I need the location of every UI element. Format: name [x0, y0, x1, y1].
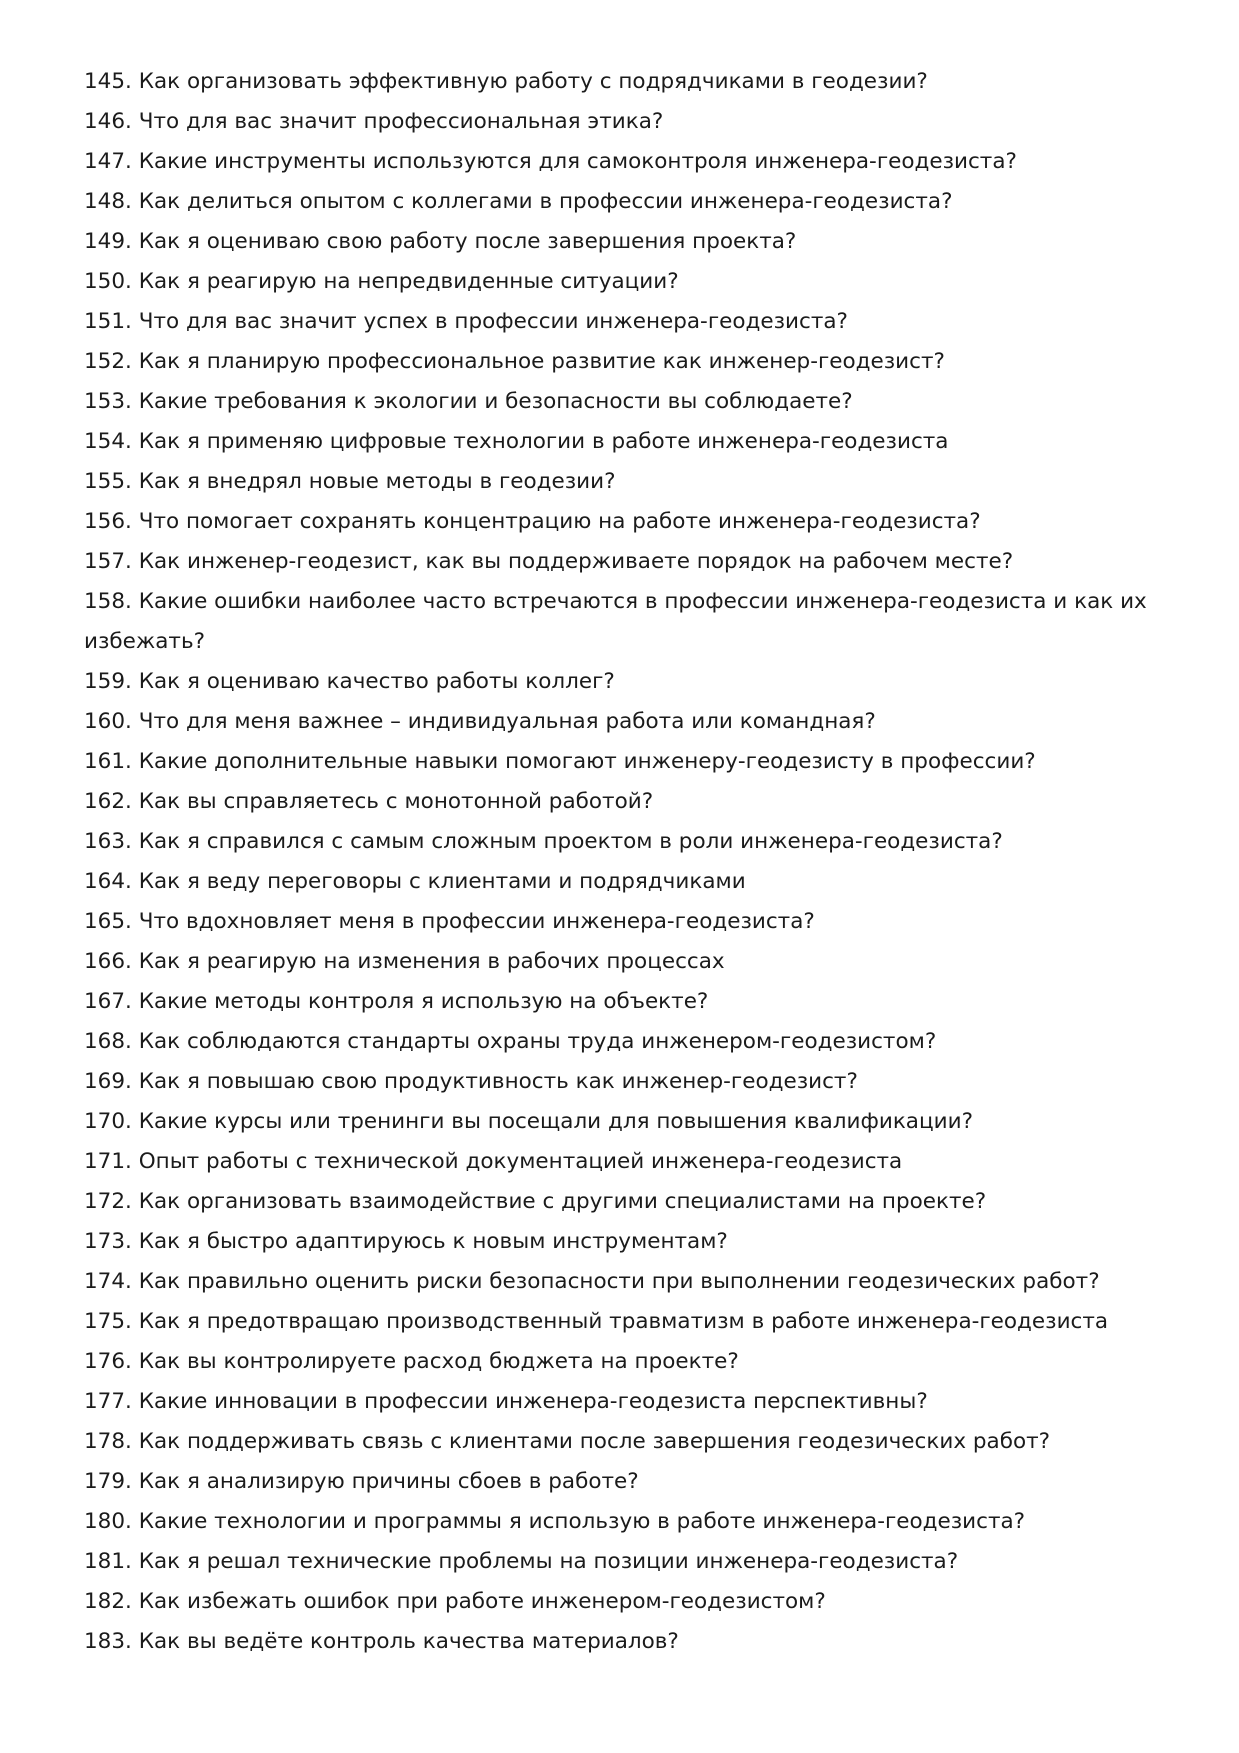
question-text: Какие требования к экологии и безопасности вы соблюдаете? [138, 389, 853, 414]
question-item [84, 1582, 1164, 1622]
question-item [84, 542, 1164, 582]
question-number: 154. [84, 429, 132, 454]
question-number: 179. [84, 1469, 132, 1494]
question-item [84, 1342, 1164, 1382]
question-number: 163. [84, 829, 132, 854]
question-number: 174. [84, 1269, 132, 1294]
question-number: 167. [84, 989, 132, 1014]
question-number: 152. [84, 349, 132, 374]
question-item [84, 382, 1164, 422]
question-text: Какие инновации в профессии инженера-геодезиста перспективны? [138, 1389, 928, 1414]
question-number: 158. [84, 589, 132, 614]
question-item [84, 582, 1164, 662]
question-number: 176. [84, 1349, 132, 1374]
question-text: Опыт работы с технической документацией инженера-геодезиста [138, 1149, 903, 1174]
question-item [84, 102, 1164, 142]
question-item [84, 902, 1164, 942]
question-text: Как избежать ошибок при работе инженером-геодезистом? [138, 1589, 826, 1614]
question-text: Что вдохновляет меня в профессии инженера-геодезиста? [138, 909, 815, 934]
question-item [84, 662, 1164, 702]
question-text: Что для вас значит профессиональная этика? [138, 109, 664, 134]
question-text: Что для вас значит успех в профессии инженера-геодезиста? [138, 309, 848, 334]
question-number: 181. [84, 1549, 132, 1574]
question-number: 147. [84, 149, 132, 174]
question-item [84, 1382, 1164, 1422]
question-text: Как я справился с самым сложным проектом в роли инженера-геодезиста? [138, 829, 1003, 854]
question-text: Как я реагирую на изменения в рабочих процессах [138, 949, 725, 974]
question-text: Какие технологии и программы я использую в работе инженера-геодезиста? [138, 1509, 1026, 1534]
question-item [84, 822, 1164, 862]
question-item [84, 1142, 1164, 1182]
question-item [84, 1022, 1164, 1062]
question-item [84, 702, 1164, 742]
question-number: 159. [84, 669, 132, 694]
question-number: 169. [84, 1069, 132, 1094]
question-number: 170. [84, 1109, 132, 1134]
question-item [84, 1422, 1164, 1462]
question-text: Как я внедрял новые методы в геодезии? [138, 469, 616, 494]
question-number: 166. [84, 949, 132, 974]
question-text: Что помогает сохранять концентрацию на работе инженера-геодезиста? [138, 509, 981, 534]
question-text: Как правильно оценить риски безопасности при выполнении геодезических работ? [138, 1269, 1100, 1294]
question-item [84, 742, 1164, 782]
question-number: 156. [84, 509, 132, 534]
question-text: Какие курсы или тренинги вы посещали для повышения квалификации? [138, 1109, 973, 1134]
document-page [84, 62, 1164, 1662]
question-number: 171. [84, 1149, 132, 1174]
question-item [84, 1622, 1164, 1662]
question-number: 175. [84, 1309, 132, 1334]
question-number: 183. [84, 1629, 132, 1654]
question-number: 151. [84, 309, 132, 334]
question-text: Как я анализирую причины сбоев в работе? [138, 1469, 639, 1494]
question-number: 182. [84, 1589, 132, 1614]
question-text: Какие инструменты используются для самоконтроля инженера-геодезиста? [138, 149, 1017, 174]
question-text: Как вы ведёте контроль качества материалов? [138, 1629, 679, 1654]
question-number: 150. [84, 269, 132, 294]
question-text: Как поддерживать связь с клиентами после завершения геодезических работ? [138, 1429, 1051, 1454]
question-list [84, 62, 1164, 1662]
question-number: 178. [84, 1429, 132, 1454]
question-text: Что для меня важнее – индивидуальная работа или командная? [138, 709, 876, 734]
question-item [84, 1222, 1164, 1262]
question-number: 173. [84, 1229, 132, 1254]
question-item [84, 862, 1164, 902]
question-item [84, 422, 1164, 462]
question-number: 162. [84, 789, 132, 814]
question-item [84, 302, 1164, 342]
question-text: Как вы справляетесь с монотонной работой? [138, 789, 654, 814]
question-item [84, 1302, 1164, 1342]
question-text: Как я применяю цифровые технологии в работе инженера-геодезиста [138, 429, 949, 454]
question-text: Какие ошибки наиболее часто встречаются в профессии инженера-геодезиста и как их избежать? [84, 589, 1147, 654]
question-item [84, 1062, 1164, 1102]
question-item [84, 222, 1164, 262]
question-item [84, 782, 1164, 822]
question-number: 161. [84, 749, 132, 774]
question-text: Как вы контролируете расход бюджета на проекте? [138, 1349, 739, 1374]
question-number: 149. [84, 229, 132, 254]
question-number: 165. [84, 909, 132, 934]
question-text: Как я быстро адаптируюсь к новым инструментам? [138, 1229, 728, 1254]
question-text: Как я решал технические проблемы на позиции инженера-геодезиста? [138, 1549, 959, 1574]
question-text: Как я веду переговоры с клиентами и подрядчиками [138, 869, 746, 894]
question-item [84, 1102, 1164, 1142]
question-item [84, 62, 1164, 102]
question-number: 177. [84, 1389, 132, 1414]
question-item [84, 502, 1164, 542]
question-text: Как организовать взаимодействие с другими специалистами на проекте? [138, 1189, 987, 1214]
question-number: 146. [84, 109, 132, 134]
question-item [84, 1262, 1164, 1302]
question-text: Какие методы контроля я использую на объекте? [138, 989, 709, 1014]
question-number: 160. [84, 709, 132, 734]
question-number: 168. [84, 1029, 132, 1054]
question-text: Как организовать эффективную работу с подрядчиками в геодезии? [138, 69, 928, 94]
question-number: 157. [84, 549, 132, 574]
question-number: 153. [84, 389, 132, 414]
question-item [84, 142, 1164, 182]
question-text: Как я повышаю свою продуктивность как инженер-геодезист? [138, 1069, 858, 1094]
question-text: Как я предотвращаю производственный травматизм в работе инженера-геодезиста [138, 1309, 1109, 1334]
question-text: Как соблюдаются стандарты охраны труда инженером-геодезистом? [138, 1029, 937, 1054]
question-number: 164. [84, 869, 132, 894]
question-text: Как я оцениваю качество работы коллег? [138, 669, 615, 694]
question-item [84, 342, 1164, 382]
question-text: Какие дополнительные навыки помогают инженеру-геодезисту в профессии? [138, 749, 1036, 774]
question-text: Как делиться опытом с коллегами в профессии инженера-геодезиста? [138, 189, 953, 214]
question-item [84, 1502, 1164, 1542]
question-item [84, 462, 1164, 502]
question-item [84, 1462, 1164, 1502]
question-item [84, 1182, 1164, 1222]
question-item [84, 982, 1164, 1022]
question-item [84, 262, 1164, 302]
question-number: 155. [84, 469, 132, 494]
question-number: 148. [84, 189, 132, 214]
question-number: 145. [84, 69, 132, 94]
question-text: Как инженер-геодезист, как вы поддерживаете порядок на рабочем месте? [138, 549, 1014, 574]
question-number: 180. [84, 1509, 132, 1534]
question-number: 172. [84, 1189, 132, 1214]
question-text: Как я планирую профессиональное развитие как инженер-геодезист? [138, 349, 945, 374]
question-text: Как я реагирую на непредвиденные ситуации? [138, 269, 679, 294]
question-item [84, 1542, 1164, 1582]
question-item [84, 942, 1164, 982]
question-item [84, 182, 1164, 222]
question-text: Как я оцениваю свою работу после завершения проекта? [138, 229, 797, 254]
